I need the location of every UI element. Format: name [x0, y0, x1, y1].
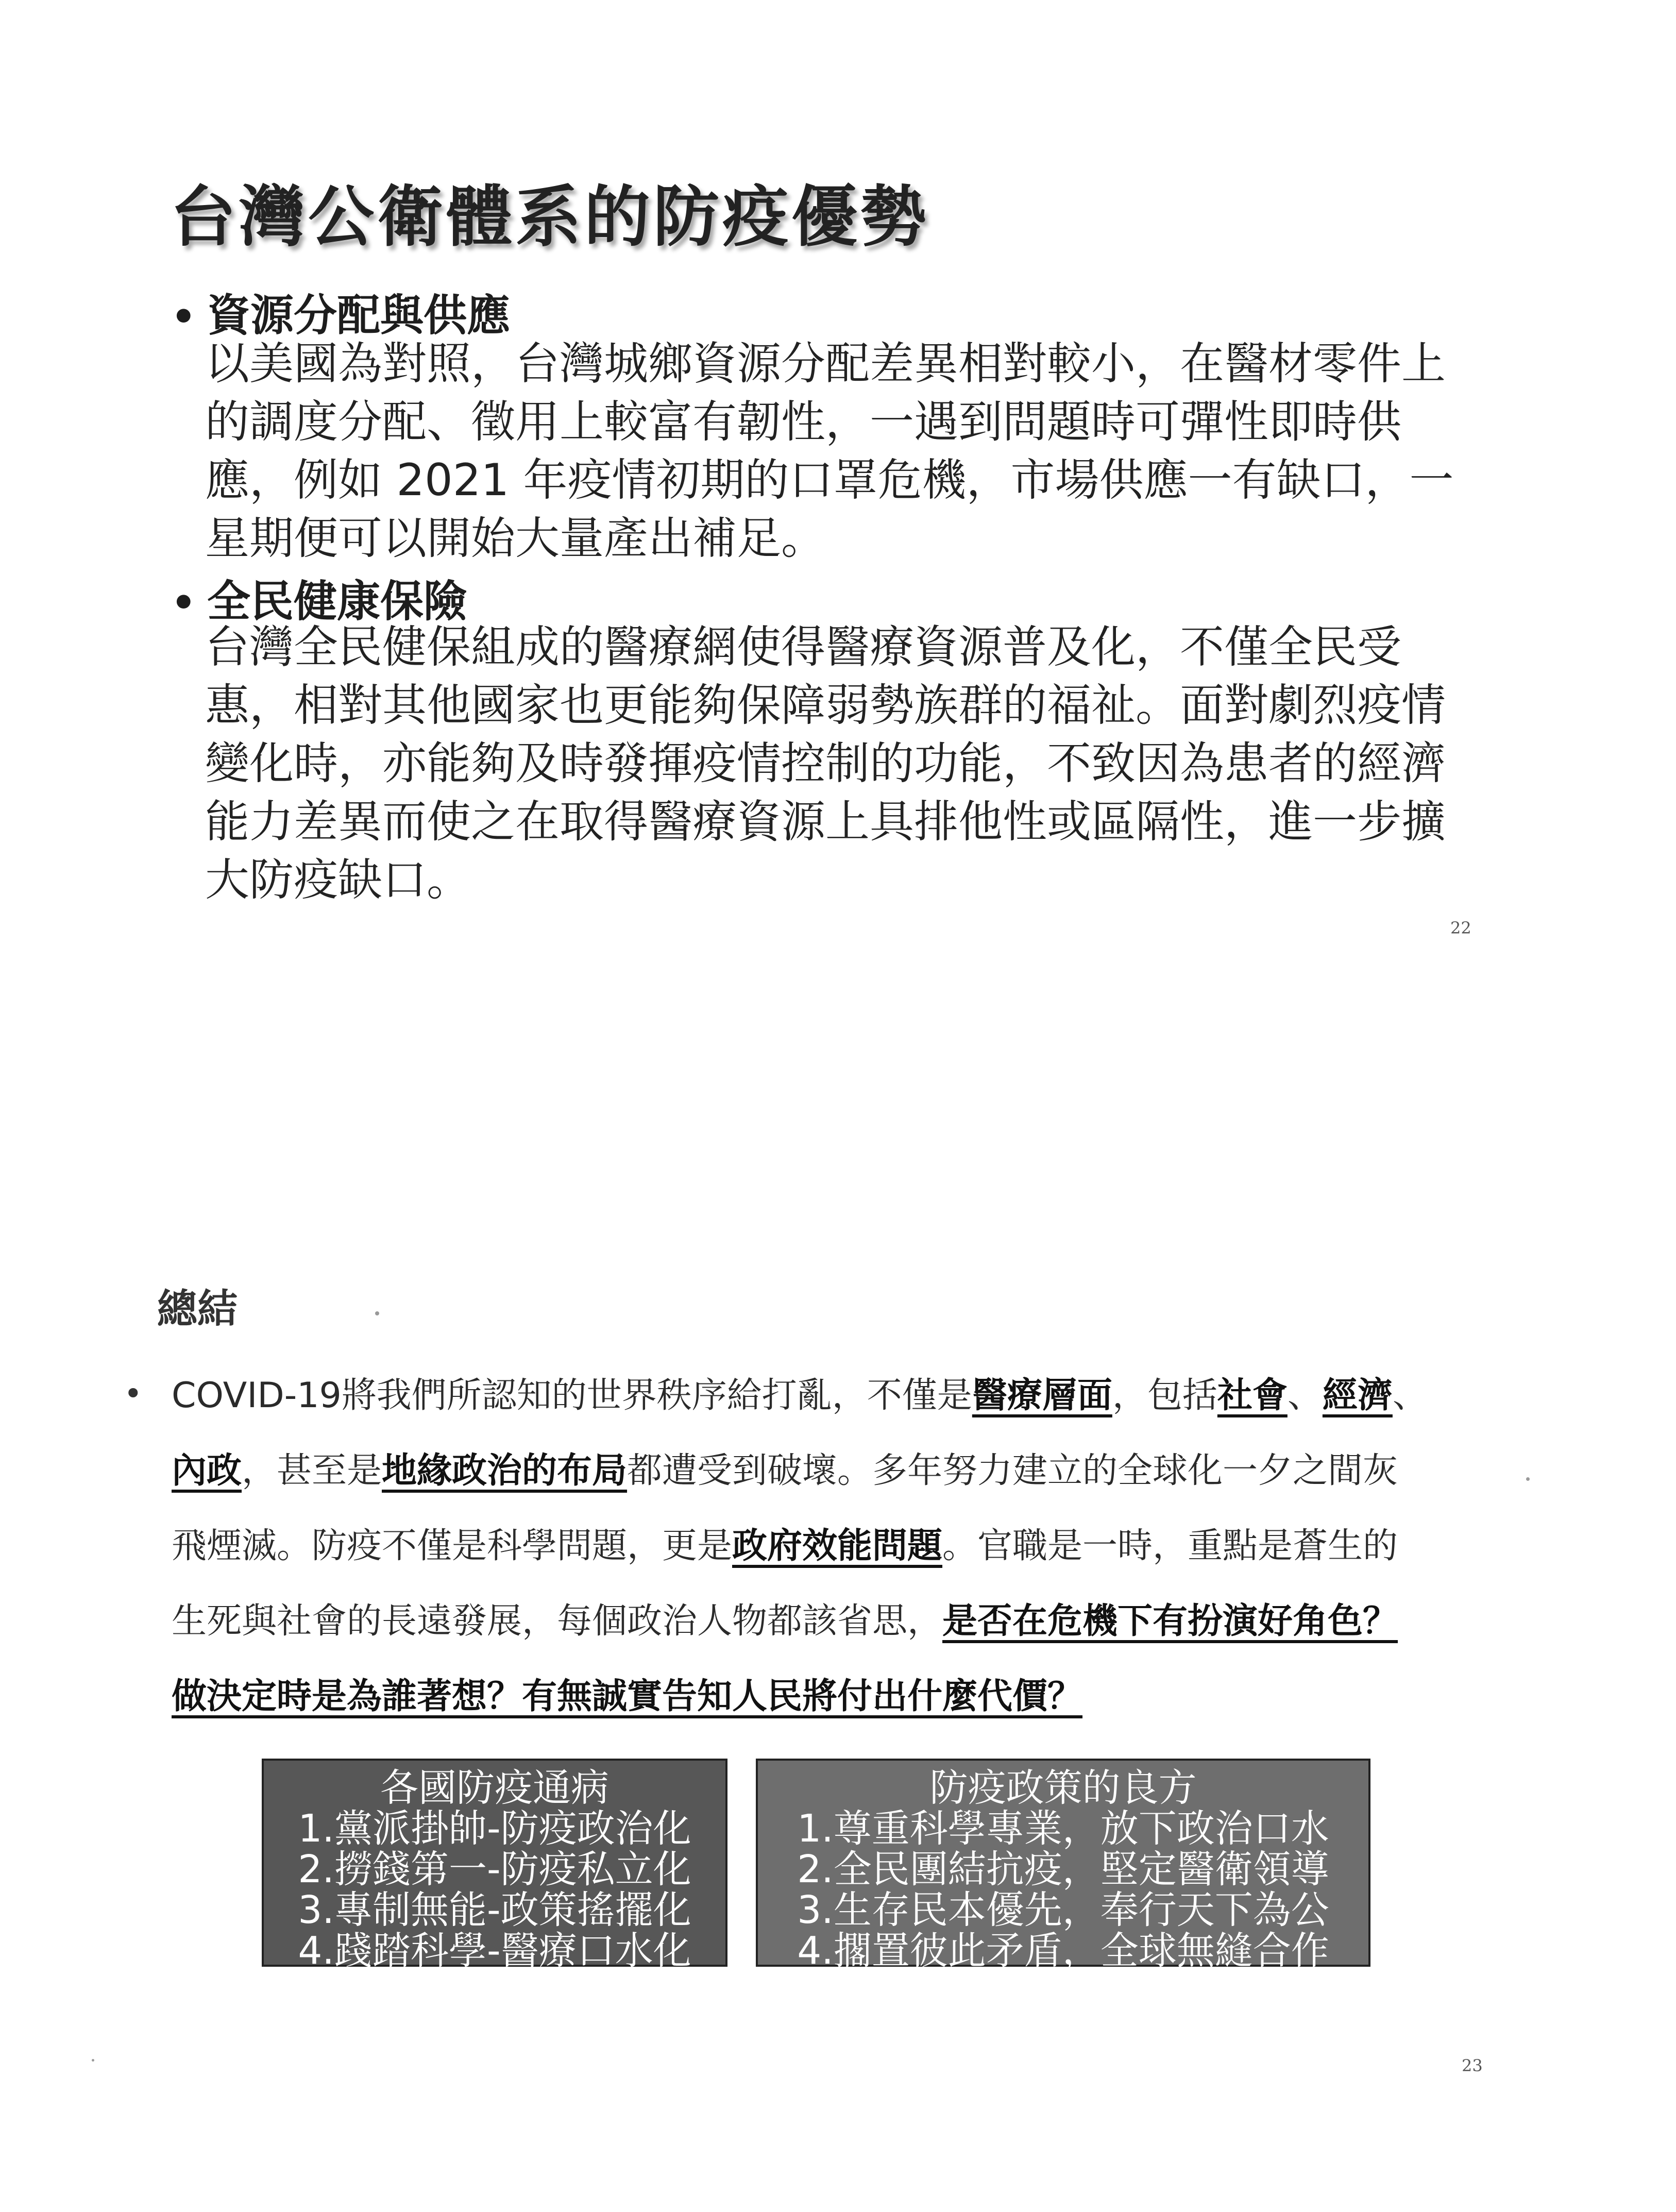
section-heading-resources	[171, 281, 510, 343]
policy-remedies-box	[756, 1759, 1370, 1973]
scan-speck	[1526, 1477, 1530, 1481]
paragraph-line: 台灣全民健保組成的醫療網使得醫療資源普及化，不僅全民受	[205, 621, 1401, 673]
box-item: 2.全民團結抗疫，堅定醫衛領導	[797, 1847, 1329, 1892]
box-item: 4.踐踏科學-醫療口水化	[298, 1929, 691, 1973]
summary-text: 、	[1392, 1375, 1428, 1416]
section-heading-text: 資源分配與供應	[207, 290, 511, 341]
page-number: 22	[1450, 918, 1471, 938]
box-item: 1.黨派掛帥-防疫政治化	[298, 1806, 691, 1851]
box-item: 2.撈錢第一-防疫私立化	[298, 1847, 691, 1892]
scan-speck	[92, 2059, 94, 2062]
paragraph-line: 大防疫缺口。	[205, 854, 471, 906]
summary-text: 生死與社會的長遠發展，每個政治人物都該省思，	[172, 1601, 943, 1642]
summary-text: 都遭受到破壞。多年努力建立的全球化一夕之間灰	[627, 1450, 1398, 1491]
emphasis-domestic-politics: 內政	[172, 1450, 242, 1491]
summary-text: 。官職是一時，重點是蒼生的	[942, 1526, 1398, 1566]
summary-line-2	[172, 1433, 1398, 1509]
summary-line-5	[172, 1659, 1082, 1734]
box-item: 3.專制無能-政策搖擺化	[298, 1888, 691, 1932]
emphasis-economy: 經濟	[1322, 1375, 1393, 1416]
scan-speck	[375, 1311, 379, 1315]
paragraph-line: 以美國為對照，台灣城鄉資源分配差異相對較小，在醫材零件上	[205, 338, 1446, 390]
summary-text: ，包括	[1112, 1375, 1217, 1416]
common-problems-box	[262, 1759, 727, 1973]
paragraph-line: 的調度分配、徵用上較富有韌性，一遇到問題時可彈性即時供	[205, 396, 1401, 448]
bullet-dot: •	[124, 1375, 143, 1412]
summary-line-4	[172, 1584, 1398, 1659]
bullet-dot: •	[171, 580, 196, 626]
summary-text: COVID-19將我們所認知的世界秩序給打亂，不僅是	[172, 1375, 972, 1416]
box-item: 4.擱置彼此矛盾，全球無縫合作	[797, 1929, 1329, 1973]
emphasis-government-efficiency: 政府效能問題	[732, 1526, 943, 1566]
section-paragraph-health-insurance	[205, 618, 1446, 909]
summary-text: 、	[1287, 1375, 1323, 1416]
summary-line-3	[172, 1509, 1398, 1584]
paragraph-line: 應，例如 2021 年疫情初期的口罩危機，市場供應一有缺口，一	[205, 454, 1454, 506]
summary-line-1	[172, 1358, 1428, 1433]
box-item: 1.尊重科學專業，放下政治口水	[797, 1806, 1329, 1851]
section-paragraph-resources	[205, 335, 1454, 568]
emphasis-question-cost: 做決定時是為誰著想？有無誠實告知人民將付出什麼代價？	[172, 1676, 1083, 1717]
paragraph-line: 星期便可以開始大量產出補足。	[205, 513, 825, 564]
summary-title: 總結	[157, 1286, 238, 1332]
box-title: 防疫政策的良方	[929, 1766, 1197, 1810]
section-heading-text: 全民健康保險	[207, 576, 467, 627]
paragraph-line: 變化時，亦能夠及時發揮疫情控制的功能，不致因為患者的經濟	[205, 738, 1446, 789]
page-number: 23	[1462, 2056, 1483, 2075]
paragraph-line: 能力差異而使之在取得醫療資源上具排他性或區隔性，進一步擴	[205, 796, 1446, 848]
paragraph-line: 惠，相對其他國家也更能夠保障弱勢族群的福祉。面對劇烈疫情	[205, 680, 1446, 731]
bullet-dot: •	[171, 294, 196, 340]
box-item: 3.生存民本優先，奉行天下為公	[797, 1888, 1329, 1932]
page-title: 台灣公衛體系的防疫優勢	[170, 179, 930, 256]
summary-text: 飛煙滅。防疫不僅是科學問題，更是	[172, 1526, 733, 1566]
box-title: 各國防疫通病	[380, 1766, 609, 1810]
summary-text: ，甚至是	[242, 1450, 382, 1491]
emphasis-geopolitics: 地緣政治的布局	[382, 1450, 628, 1491]
emphasis-society: 社會	[1217, 1375, 1288, 1416]
emphasis-question-role: 是否在危機下有扮演好角色？	[942, 1601, 1398, 1642]
emphasis-medical: 醫療層面	[972, 1375, 1112, 1416]
